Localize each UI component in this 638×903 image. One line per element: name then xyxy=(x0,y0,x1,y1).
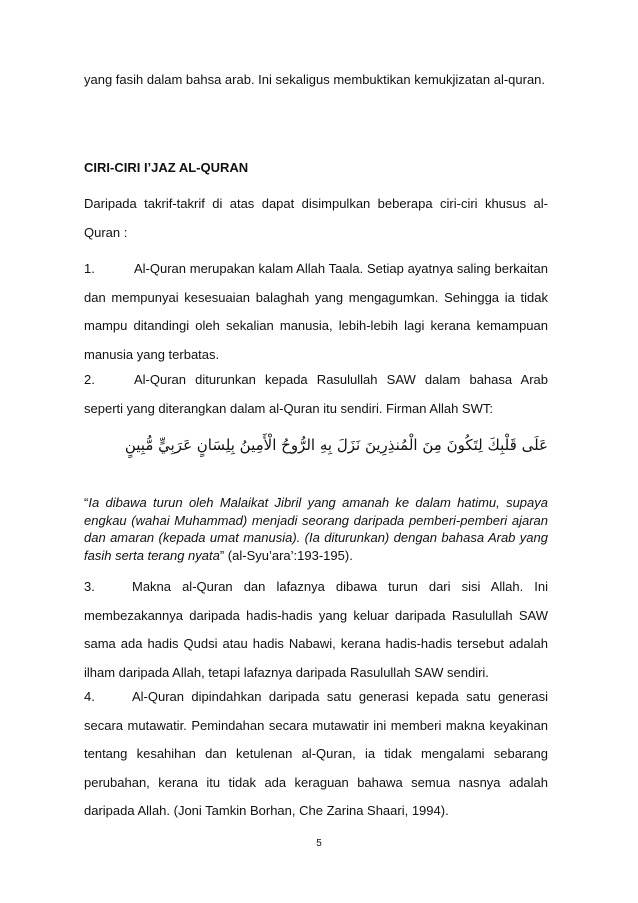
list-number-4: 4. xyxy=(84,689,95,704)
section-heading: CIRI-CIRI I’JAZ AL-QURAN xyxy=(84,160,249,175)
list-text-3: Makna al-Quran dan lafaznya dibawa turun dari sisi Allah. Ini membezakannya daripada hadis-hadis yang keluar daripada Rasulullah SAW sama ada hadis Qudsi atau hadis Nabawi, kerana hadis-hadis tersebut adalah ilham daripada Allah, tetapi lafaznya daripada Rasulullah SAW sendiri. xyxy=(84,579,548,680)
translation-open-quote: “ xyxy=(84,495,89,510)
list-text-1: Al-Quran merupakan kalam Allah Taala. Setiap ayatnya saling berkaitan dan mempunyai kesesuaian balaghah yang mengagumkan. Sehingga ia tidak mampu ditandingi oleh sekalian manusia, lebih-lebih lagi kerana kemampuan manusia yang terbatas. xyxy=(84,261,548,362)
translation-paragraph xyxy=(84,494,548,564)
list-number-1: 1. xyxy=(84,261,95,276)
list-text-2: Al-Quran diturunkan kepada Rasulullah SAW dalam bahasa Arab seperti yang diterangkan dalam al-Quran itu sendiri. Firman Allah SWT: xyxy=(84,372,548,416)
list-text-4: Al-Quran dipindahkan daripada satu generasi kepada satu generasi secara mutawatir. Pemindahan secara mutawatir ini memberi makna keyakinan tentang kesahihan dan ketulenan al-Quran, ia tidak mengalami sebarang perubahan, kerana itu tidak ada keraguan bahawa semua nasnya adalah daripada Allah. (Joni Tamkin Borhan, Che Zarina Shaari, 1994). xyxy=(84,689,548,818)
arabic-verse: عَلَى قَلْبِكَ لِتَكُونَ مِنَ الْمُنذِرِينَ نَزَلَ بِهِ الرُّوحُ الْأَمِينُ بِلِسَانٍ عَرَبِيٍّ مُّبِينٍ xyxy=(124,436,548,454)
page-number: 5 xyxy=(316,838,322,849)
translation-text: Ia dibawa turun oleh Malaikat Jibril yang amanah ke dalam hatimu, supaya engkau (wahai Muhammad) menjadi seorang daripada pemberi-pemberi ajaran dan amaran (kepada umat manusia). (Ia diturunkan) dengan bahasa Arab yang fasih serta terang nyata xyxy=(84,495,548,563)
list-item-3 xyxy=(84,573,548,687)
list-item-4 xyxy=(84,683,548,826)
list-number-3: 3. xyxy=(84,579,95,594)
translation-citation: ” (al-Syu’ara’:193-195). xyxy=(219,547,353,563)
lead-paragraph: Daripada takrif-takrif di atas dapat disimpulkan beberapa ciri-ciri khusus al-Quran : xyxy=(84,196,548,240)
list-number-2: 2. xyxy=(84,372,95,387)
intro-paragraph: yang fasih dalam bahsa arab. Ini sekaligus membuktikan kemukjizatan al-quran. xyxy=(84,72,546,87)
list-item-1 xyxy=(84,255,548,369)
list-item-2 xyxy=(84,366,548,423)
